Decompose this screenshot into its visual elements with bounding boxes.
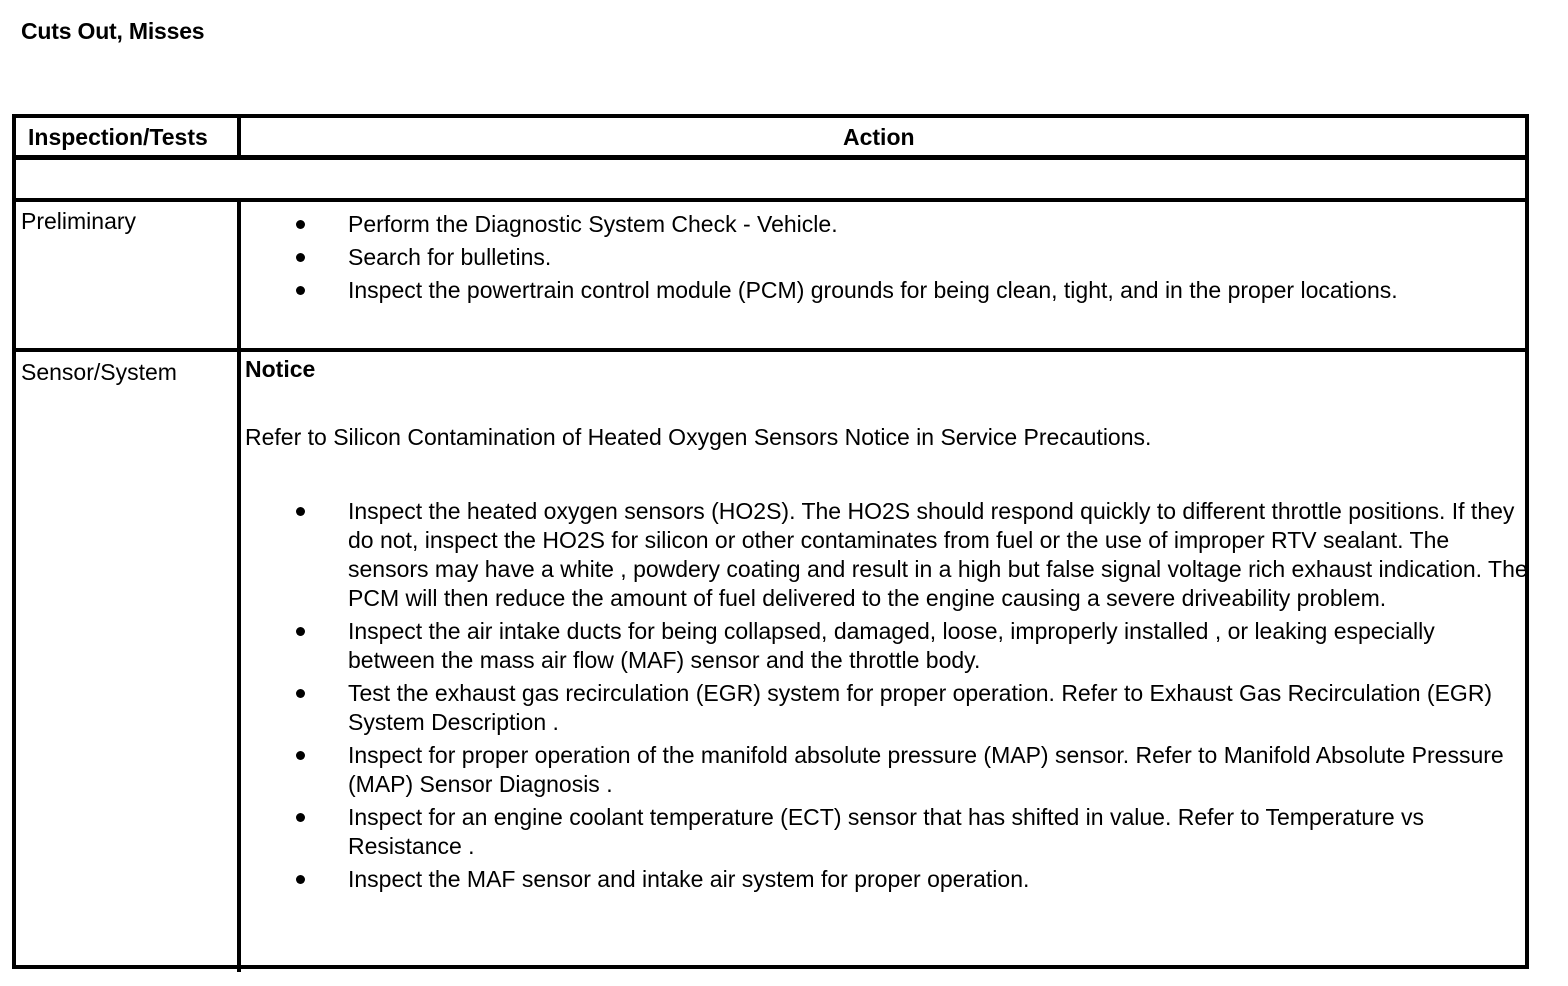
bullet-icon — [296, 627, 305, 636]
column-divider-header — [237, 118, 241, 160]
header-divider — [16, 155, 1525, 160]
preliminary-row-divider — [16, 348, 1525, 352]
list-item: Test the exhaust gas recirculation (EGR) system for proper operation. Refer to Exhaust Gas Recirculation (EGR) System Description . — [244, 679, 1528, 737]
page-title: Cuts Out, Misses — [21, 18, 205, 44]
list-item: Perform the Diagnostic System Check - Vehicle. — [244, 210, 1528, 239]
list-item: Inspect the air intake ducts for being collapsed, damaged, loose, improperly installed , or leaking especially between the mass air flow (MAF) sensor and the throttle body. — [244, 617, 1528, 675]
list-item: Inspect the powertrain control module (PCM) grounds for being clean, tight, and in the proper locations. — [244, 276, 1528, 305]
notice-text: Refer to Silicon Contamination of Heated Oxygen Sensors Notice in Service Precautions. — [245, 424, 1152, 450]
notice-title: Notice — [245, 356, 316, 382]
bullet-icon — [296, 875, 305, 884]
column-divider-body — [237, 202, 241, 972]
bullet-icon — [296, 813, 305, 822]
list-item: Inspect the heated oxygen sensors (HO2S). The HO2S should respond quickly to different throttle positions. If they do not, inspect the HO2S for silicon or other contaminates from fuel or the use of improper RTV sealant. The sensors may have a white , powdery coating and result in a high but false signal voltage rich exhaust indication. The PCM will then reduce the amount of fuel delivered to the engine causing a severe driveability problem. — [244, 497, 1528, 613]
row-label-preliminary: Preliminary — [21, 208, 137, 234]
bullet-icon — [296, 689, 305, 698]
header-action: Action — [843, 124, 915, 150]
empty-row-divider — [16, 198, 1525, 202]
list-item: Inspect for an engine coolant temperature (ECT) sensor that has shifted in value. Refer to Temperature vs Resistance . — [244, 803, 1528, 861]
sensor-system-list — [244, 497, 1528, 894]
bullet-icon — [296, 507, 305, 516]
bullet-icon — [296, 220, 305, 229]
header-inspection: Inspection/Tests — [28, 124, 208, 150]
list-item: Inspect the MAF sensor and intake air system for proper operation. — [244, 865, 1528, 894]
list-item: Search for bulletins. — [244, 243, 1528, 272]
list-item: Inspect for proper operation of the manifold absolute pressure (MAP) sensor. Refer to Manifold Absolute Pressure (MAP) Sensor Diagnosis . — [244, 741, 1528, 799]
row-label-sensor-system: Sensor/System — [21, 359, 177, 385]
bullet-icon — [296, 253, 305, 262]
diagnostic-table — [12, 114, 1529, 969]
bullet-icon — [296, 751, 305, 760]
preliminary-list — [244, 210, 1528, 305]
bullet-icon — [296, 286, 305, 295]
